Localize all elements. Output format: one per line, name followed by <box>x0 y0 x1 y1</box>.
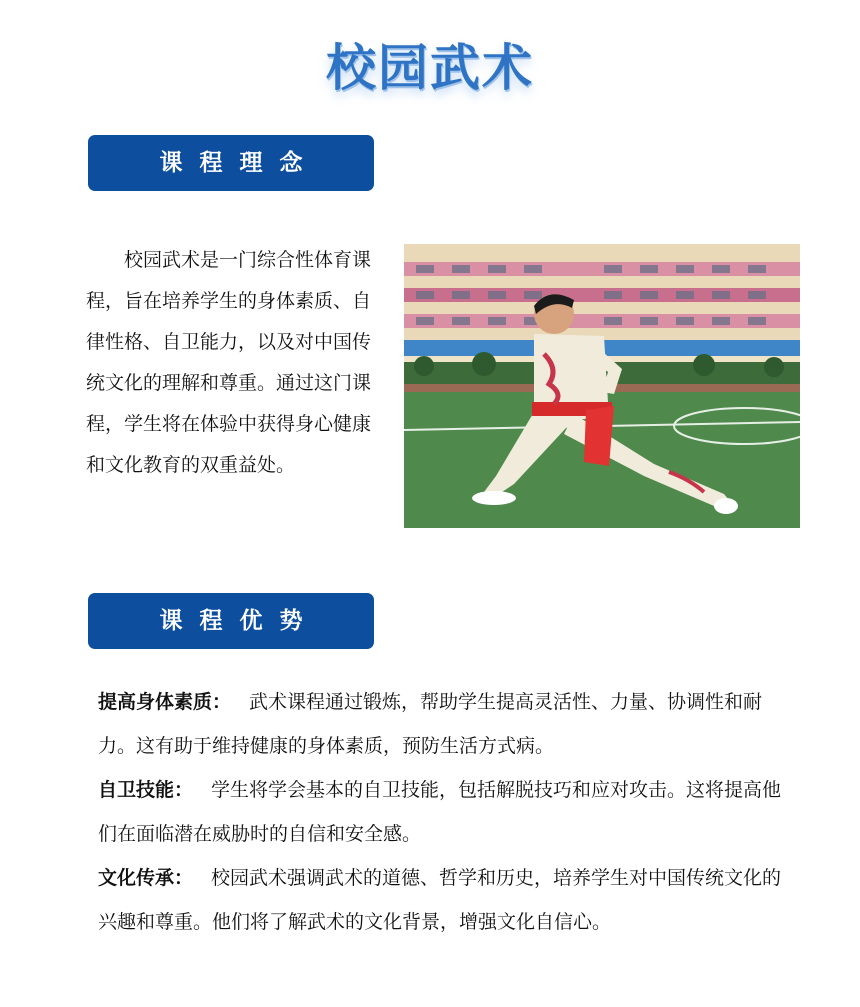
advantages-list <box>98 680 788 944</box>
advantage-item-self-defense <box>98 768 788 856</box>
advantage-title: 自卫技能： <box>98 779 194 801</box>
advantage-item-culture <box>98 856 788 944</box>
advantage-title: 文化传承： <box>98 867 194 889</box>
advantage-text: 学生将学会基本的自卫技能，包括解脱技巧和应对攻击。这将提高他们在面临潜在威胁时的自信和安全感。 <box>98 779 782 845</box>
advantage-text: 校园武术强调武术的道德、哲学和历史，培养学生对中国传统文化的兴趣和尊重。他们将了解武术的文化背景，增强文化自信心。 <box>98 867 782 933</box>
advantage-text: 武术课程通过锻炼，帮助学生提高灵活性、力量、协调性和耐力。这有助于维持健康的身体素质，预防生活方式病。 <box>98 691 763 757</box>
advantage-item-physical <box>98 680 788 768</box>
concept-paragraph: 校园武术是一门综合性体育课程，旨在培养学生的身体素质、自律性格、自卫能力，以及对中国传统文化的理解和尊重。通过这门课程，学生将在体验中获得身心健康和文化教育的双重益处。 <box>86 249 372 476</box>
section-header-advantages: 课程优势 <box>88 593 374 649</box>
wushu-student-photo <box>404 244 800 528</box>
section-header-concept: 课程理念 <box>88 135 374 191</box>
photo-illustration <box>404 244 800 528</box>
advantage-title: 提高身体素质： <box>98 691 232 713</box>
page-title: 校园武术 <box>326 39 534 97</box>
